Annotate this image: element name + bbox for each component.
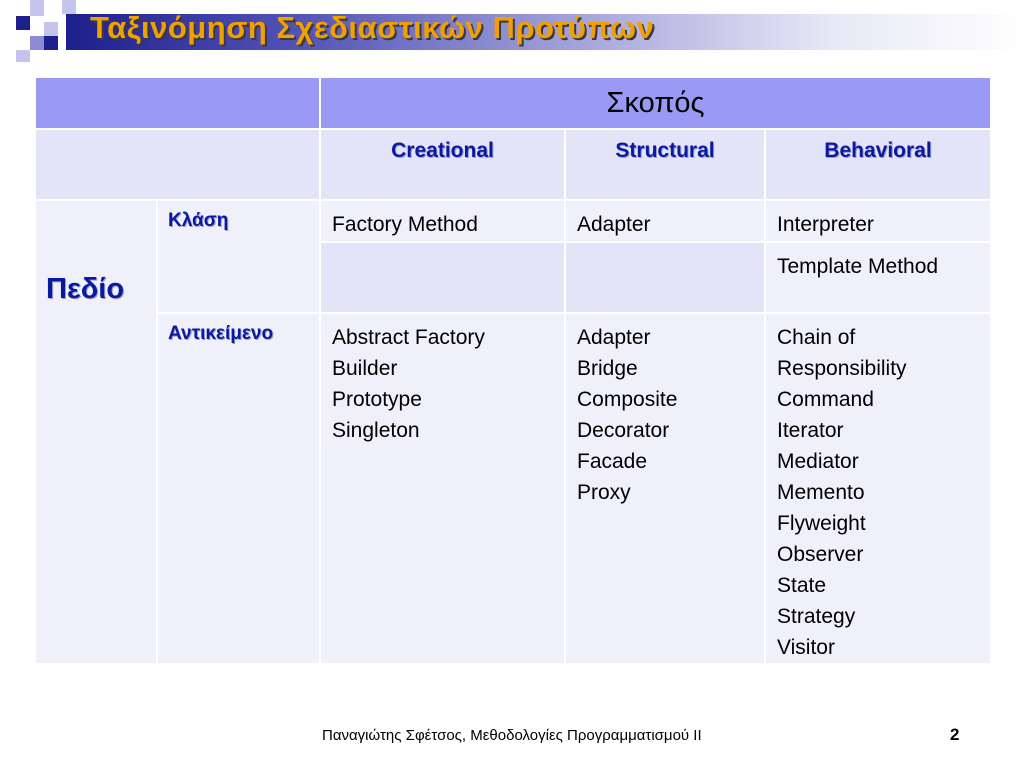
cell-class-creational (320, 200, 565, 242)
cell-class-structural (565, 200, 765, 242)
pattern-name: Bridge (577, 357, 638, 380)
pattern-name: Mediator (777, 450, 859, 473)
pattern-name: Adapter (577, 326, 651, 349)
scope-header (320, 77, 991, 129)
corner-cell-sub (35, 129, 320, 200)
slide-title: Ταξινόμηση Σχεδιαστικών Προτύπων (90, 10, 655, 45)
patterns-table (34, 76, 992, 665)
pattern-name: Interpreter (777, 213, 874, 236)
pattern-list (321, 314, 564, 446)
field-header (35, 200, 157, 664)
pattern-name: Builder (332, 357, 398, 380)
cell-object-creational (320, 313, 565, 664)
cell-object-behavioral (765, 313, 991, 664)
corner-cell (35, 77, 320, 129)
row-label: Κλάση (168, 210, 229, 231)
pattern-list (766, 201, 990, 240)
pattern-name: Strategy (777, 605, 856, 628)
page-number: 2 (950, 725, 960, 744)
pattern-name: Chain of (777, 326, 856, 349)
row-header-object (157, 313, 320, 664)
pattern-list (321, 201, 564, 240)
pattern-list (766, 243, 990, 282)
cell-class-behavioral-extra (765, 242, 991, 313)
decor-square (62, 0, 76, 14)
field-label: Πεδίο (46, 273, 125, 305)
scope-label: Σκοπός (606, 87, 705, 119)
pattern-name: Composite (577, 388, 678, 411)
pattern-name: Memento (777, 481, 865, 504)
decor-square (44, 36, 58, 50)
pattern-name: Command (777, 388, 874, 411)
pattern-name: Facade (577, 450, 648, 473)
row-header-class (157, 200, 320, 313)
column-label: Behavioral (824, 139, 932, 162)
pattern-name: State (777, 574, 827, 597)
pattern-name: Proxy (577, 481, 631, 504)
pattern-name: Iterator (777, 419, 844, 442)
column-label: Structural (615, 139, 715, 162)
cell-class-structural-empty (565, 242, 765, 313)
column-header-structural (565, 129, 765, 200)
cell-object-structural (565, 313, 765, 664)
row-label: Αντικείμενο (168, 323, 274, 344)
pattern-name: Factory Method (332, 213, 478, 236)
pattern-name: Template Method (777, 255, 939, 278)
pattern-list (566, 201, 764, 240)
column-header-behavioral (765, 129, 991, 200)
column-header-creational (320, 129, 565, 200)
pattern-name: Prototype (332, 388, 422, 411)
pattern-name: Responsibility (777, 357, 907, 380)
decor-square (16, 16, 30, 30)
column-label: Creational (391, 139, 494, 162)
footer-author: Παναγιώτης Σφέτσος, Μεθοδολογίες Προγραμματισμού ΙΙ (322, 727, 702, 744)
decor-square (16, 50, 30, 62)
pattern-name: Visitor (777, 636, 835, 659)
pattern-name: Flyweight (777, 512, 866, 535)
cell-class-creational-empty (320, 242, 565, 313)
pattern-list (766, 314, 990, 663)
pattern-name: Decorator (577, 419, 670, 442)
decor-square (30, 36, 44, 50)
pattern-name: Adapter (577, 213, 651, 236)
decor-square (30, 0, 44, 16)
pattern-name: Singleton (332, 419, 420, 442)
cell-class-behavioral (765, 200, 991, 242)
pattern-name: Abstract Factory (332, 326, 485, 349)
decor-square (44, 22, 58, 36)
pattern-name: Observer (777, 543, 864, 566)
pattern-list (566, 314, 764, 508)
